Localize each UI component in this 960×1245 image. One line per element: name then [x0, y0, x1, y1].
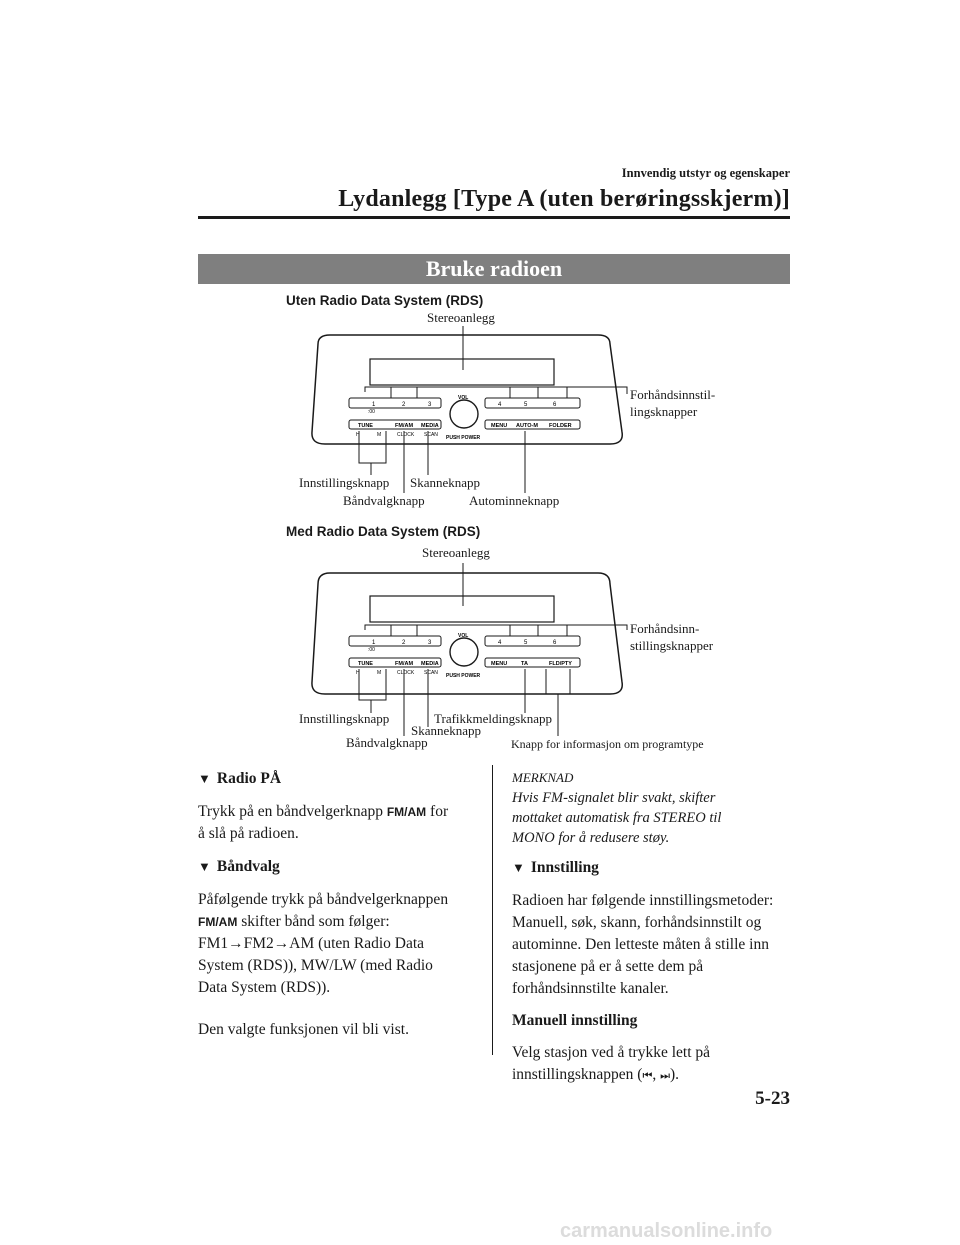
column-divider — [492, 765, 493, 1055]
vol-label-bottom: VOL — [458, 633, 469, 639]
h-label-bottom: H — [356, 670, 360, 676]
ta-btn-bottom: TA — [521, 661, 528, 667]
push-power-label-top: PUSH POWER — [446, 435, 481, 441]
label-stereo-top: Stereoanlegg — [427, 310, 495, 325]
label-band-bottom: Båndvalgknapp — [346, 735, 428, 750]
fldpty-btn-bottom: FLD/PTY — [549, 661, 572, 667]
diagram-title-with-rds: Med Radio Data System (RDS) — [286, 524, 481, 539]
display-bottom — [370, 596, 554, 622]
prev-track-icon: ⏮ — [642, 1070, 653, 1082]
automem-btn-top: AUTO-M — [516, 423, 538, 429]
preset-3-bottom: 3 — [428, 640, 432, 646]
m-label-bottom: M — [377, 670, 382, 676]
label-automem-top: Autominneknapp — [469, 493, 560, 508]
preset-2-bottom: 2 — [402, 640, 406, 646]
push-power-label-bottom: PUSH POWER — [446, 673, 481, 679]
preset-4-bottom: 4 — [498, 640, 502, 646]
tuning-text: Radioen har følgende innstillingsmetoder: Manuell, søk, skann, forhåndsinnstilt og autominne. Den letteste måten å stille inn stasjonene på er å sette dem på forhåndsinnstilte kanaler. — [512, 892, 774, 997]
heading-radio-on: ▼ Radio PÅ — [198, 770, 282, 787]
preset-3-top: 3 — [428, 402, 432, 408]
scan-label-top: SCAN — [424, 432, 438, 438]
triangle-icon: ▼ — [198, 771, 211, 786]
folder-btn-top: FOLDER — [549, 423, 572, 429]
m-label-top: M — [377, 432, 382, 438]
tune-btn-bottom: TUNE — [358, 661, 373, 667]
scan-label-bottom: SCAN — [424, 670, 438, 676]
label-preset-top-1: Forhåndsinnstil- — [630, 387, 716, 402]
tune-btn-top: TUNE — [358, 423, 373, 429]
diagram-title-no-rds: Uten Radio Data System (RDS) — [286, 293, 484, 308]
label-tune-bottom: Innstillingsknapp — [299, 711, 390, 726]
colon00-top: :00 — [368, 409, 375, 415]
heading-tuning: ▼ Innstilling — [512, 859, 599, 876]
vol-label-top: VOL — [458, 395, 469, 401]
section-banner: Bruke radioen — [198, 254, 790, 284]
stereo-unit-bottom — [312, 573, 622, 694]
clock-label-bottom: CLOCK — [397, 670, 415, 676]
preset-4-top: 4 — [498, 402, 502, 408]
preset-1-top: 1 — [372, 402, 376, 408]
stereo-unit-top — [312, 335, 622, 444]
heading-manual: Manuell innstilling — [512, 1012, 638, 1029]
note-label: MERKNAD — [512, 770, 574, 785]
next-track-icon: ⏭ — [660, 1070, 671, 1082]
colon00-bottom: :00 — [368, 647, 375, 653]
label-traffic-bottom: Trafikkmeldingsknapp — [434, 711, 552, 726]
h-label-top: H — [356, 432, 360, 438]
label-preset-bottom-2: stillingsknapper — [630, 638, 714, 653]
label-preset-top-2: lingsknapper — [630, 404, 698, 419]
label-tune-top: Innstillingsknapp — [299, 475, 390, 490]
media-btn-bottom: MEDIA — [421, 661, 439, 667]
left-column — [198, 768, 483, 1041]
triangle-icon: ▼ — [198, 859, 211, 874]
chapter-title: Innvendig utstyr og egenskaper — [621, 166, 790, 180]
fmam-button-glyph: FM/AM — [198, 915, 238, 929]
preset-5-top: 5 — [524, 402, 528, 408]
label-scan-bottom: Skanneknapp — [411, 723, 482, 738]
volume-knob-top — [450, 400, 478, 428]
preset-1-bottom: 1 — [372, 640, 376, 646]
heading-band: ▼ Båndvalg — [198, 858, 280, 875]
label-preset-bottom-1: Forhåndsinn- — [630, 621, 700, 636]
leader-lines-top — [359, 326, 627, 493]
clock-label-top: CLOCK — [397, 432, 415, 438]
label-stereo-bottom: Stereoanlegg — [422, 545, 490, 560]
label-pty-bottom: Knapp for informasjon om programtype — [511, 737, 704, 751]
preset-2-top: 2 — [402, 402, 406, 408]
page-number: 5-23 — [755, 1088, 790, 1109]
manual-text: Velg stasjon ved å trykke lett på innstillingsknappen (⏮, ⏭). — [512, 1044, 711, 1083]
fmam-button-glyph: FM/AM — [386, 805, 427, 819]
preset-6-bottom: 6 — [553, 640, 557, 646]
label-scan-top: Skanneknapp — [410, 475, 481, 490]
fmam-btn-top: FM/AM — [395, 423, 414, 429]
preset-5-bottom: 5 — [524, 640, 528, 646]
note-block: MERKNAD Hvis FM-signalet blir svakt, skifter mottaket automatisk fra STEREO til MONO for å redusere støy. — [512, 768, 802, 848]
label-band-top: Båndvalgknapp — [343, 493, 425, 508]
band-text: Påfølgende trykk på båndvelgerknappen FM/AM skifter bånd som følger: FM1→FM2→AM (uten Radio Data System (RDS)), MW/LW (med Radio Data System (RDS)). Den valgte funksjonen vil bli vist. — [198, 891, 449, 1038]
radio-on-text: Trykk på en båndvelgerknapp FM/AM for å slå på radioen. — [198, 803, 449, 842]
volume-knob-bottom — [450, 638, 478, 666]
page-title: Lydanlegg [Type A (uten berøringsskjerm)] — [338, 186, 790, 212]
triangle-icon: ▼ — [512, 860, 525, 875]
menu-btn-top: MENU — [491, 423, 508, 429]
display-top — [370, 359, 554, 385]
preset-6-top: 6 — [553, 402, 557, 408]
right-column — [512, 768, 802, 1087]
menu-btn-bottom: MENU — [491, 661, 508, 667]
watermark: carmanualsonline.info — [560, 1220, 773, 1242]
media-btn-top: MEDIA — [421, 423, 439, 429]
fmam-btn-bottom: FM/AM — [395, 661, 414, 667]
